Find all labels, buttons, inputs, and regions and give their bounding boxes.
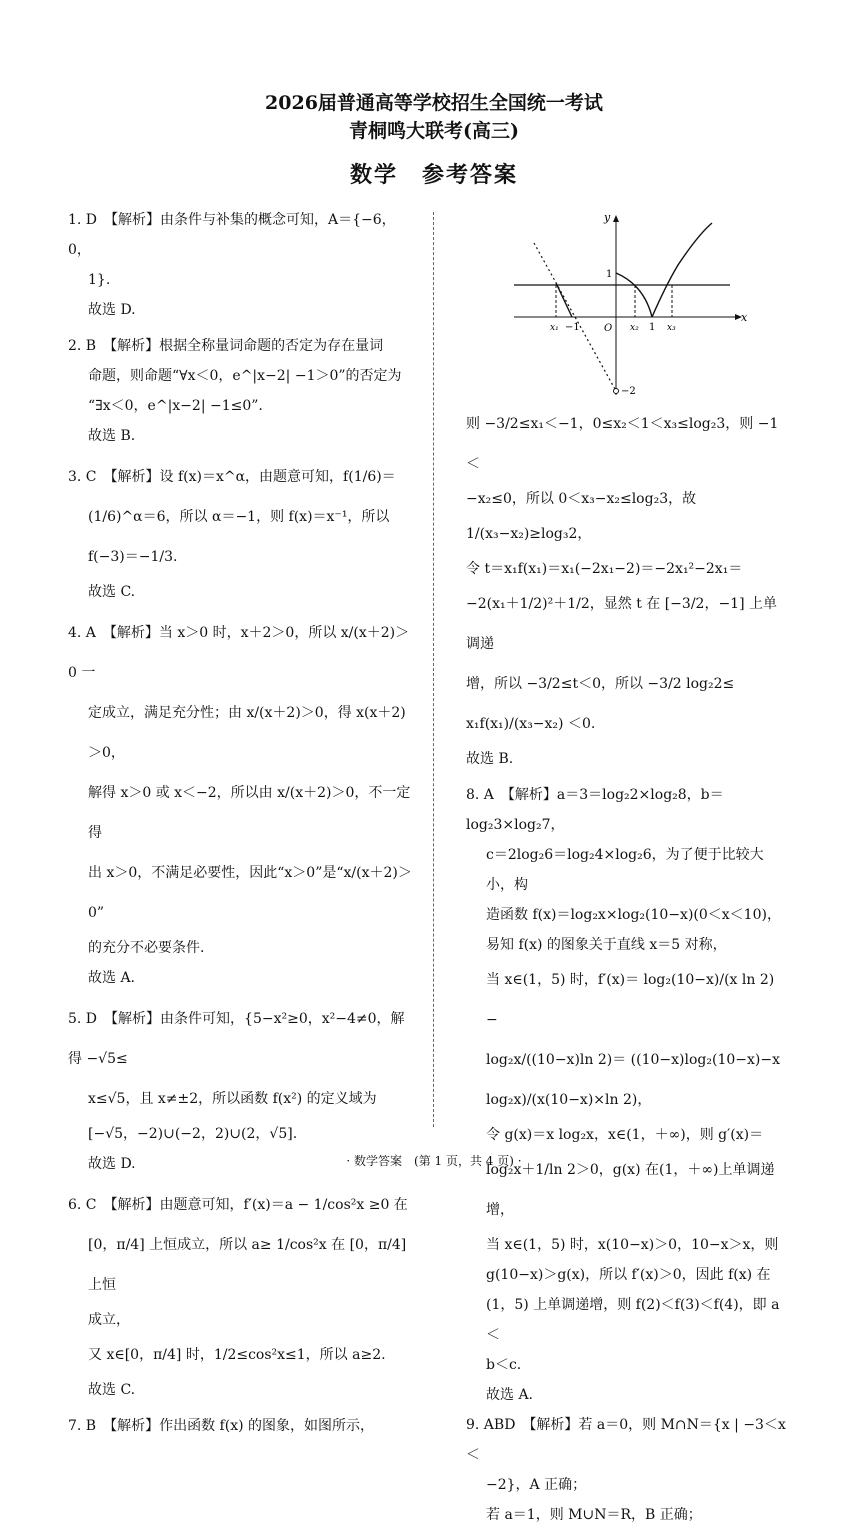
x2-label: x₂ bbox=[630, 323, 639, 333]
solution-line: 定成立，满足充分性；由 x/(x＋2)＞0，得 x(x＋2)＞0， bbox=[88, 705, 406, 761]
x-tick-1: 1 bbox=[649, 322, 656, 333]
solution-line: −2(x₁＋1/2)²＋1/2，显然 t 在 [−3/2，−1] 上单调递 bbox=[466, 596, 777, 652]
solution-line: 成立， bbox=[88, 1312, 130, 1328]
y-axis-label: y bbox=[604, 211, 611, 224]
solution-line: c＝2log₂6＝log₂4×log₂6，为了便于比较大小，构 bbox=[486, 847, 764, 893]
x-axis-label: x bbox=[741, 311, 748, 324]
solution-line: log₂x＋1/ln 2＞0，g(x) 在(1，＋∞)上单调递增， bbox=[486, 1162, 775, 1218]
exam-subtitle: 青桐鸣大联考(高三) bbox=[349, 120, 519, 142]
solution-line: 6. C 【解析】由题意可知，f′(x)＝a − 1/cos²x ≥0 在 bbox=[68, 1197, 408, 1213]
x1-label: x₁ bbox=[550, 323, 559, 333]
hollow-point bbox=[614, 389, 619, 394]
solution-line: [−√5，−2)∪(−2，2)∪(2，√5]. bbox=[88, 1126, 298, 1142]
exam-title: 2026届普通高等学校招生全国统一考试 bbox=[265, 92, 603, 114]
y-axis-arrow bbox=[613, 215, 619, 222]
left-column bbox=[68, 205, 418, 1441]
solution-line: 1}. bbox=[88, 272, 111, 288]
solution-line: [0，π/4] 上恒成立，所以 a≥ 1/cos²x 在 [0，π/4] 上恒 bbox=[88, 1237, 407, 1293]
middle-curve bbox=[616, 273, 652, 317]
solution-line: 故选 B. bbox=[466, 751, 514, 767]
solution-line: “∃x＜0，e^|x−2| −1≤0”. bbox=[88, 398, 263, 414]
solution-line: 增，所以 −3/2≤t＜0，所以 −3/2 log₂2≤ x₁f(x₁)/(x₃−x₂) ＜0. bbox=[466, 676, 735, 732]
solution-line: 故选 A. bbox=[486, 1387, 534, 1403]
solution-line: −2}，A 正确； bbox=[486, 1477, 587, 1493]
solution-line: 令 g(x)＝x log₂x，x∈(1，＋∞)，则 g′(x)＝ bbox=[486, 1127, 764, 1143]
solution-line: 故选 D. bbox=[88, 302, 136, 318]
solution-line: b＜c. bbox=[486, 1357, 522, 1373]
solution-line: −x₂≤0，所以 0＜x₃−x₂≤log₂3，故 bbox=[466, 491, 697, 507]
solution-line: 7. B 【解析】作出函数 f(x) 的图象，如图所示， bbox=[68, 1418, 374, 1434]
solution-line: f(−3)＝−1/3. bbox=[88, 549, 178, 565]
solution-line: 当 x∈(1，5) 时，f′(x)＝ log₂(10−x)/(x ln 2) − bbox=[486, 972, 775, 1028]
solution-line: 故选 A. bbox=[88, 970, 136, 986]
origin-label: O bbox=[604, 323, 613, 334]
solution-line: 2. B 【解析】根据全称量词命题的否定为存在量词 bbox=[68, 338, 384, 354]
solution-line: 又 x∈[0，π/4] 时，1/2≤cos²x≤1，所以 a≥2. bbox=[88, 1347, 386, 1363]
left-branch-solid bbox=[556, 283, 572, 317]
solution-line: 若 a＝1，则 M∪N＝R，B 正确； bbox=[486, 1507, 702, 1523]
solution-line: log₂x/((10−x)ln 2)＝ ((10−x)log₂(10−x)−x log₂x)/(x(10−x)×ln 2)， bbox=[486, 1052, 780, 1108]
solution-line: 1/(x₃−x₂)≥log₃2， bbox=[466, 526, 592, 542]
solution-line: 造函数 f(x)＝log₂x×log₂(10−x)(0＜x＜10)， bbox=[486, 907, 781, 923]
right-curve bbox=[652, 223, 712, 317]
answer-key-title: 数学 参考答案 bbox=[349, 162, 518, 188]
y-tick-neg2: −2 bbox=[621, 386, 636, 397]
column-divider bbox=[433, 212, 434, 1127]
solution-line: 当 x∈(1，5) 时，x(10−x)＞0，10−x＞x，则 bbox=[486, 1237, 779, 1253]
solution-line: 9. ABD 【解析】若 a＝0，则 M∩N＝{x | −3＜x＜ bbox=[466, 1417, 786, 1463]
y-tick-1: 1 bbox=[606, 269, 613, 280]
solution-line: 故选 B. bbox=[88, 428, 136, 444]
solution-line: x≤√5，且 x≠±2，所以函数 f(x²) 的定义域为 bbox=[88, 1091, 377, 1107]
x-tick-neg1: −1 bbox=[565, 322, 580, 333]
solution-line: 命题，则命题“∀x＜0，e^|x−2| −1＞0”的否定为 bbox=[88, 368, 402, 384]
solution-line: 故选 C. bbox=[88, 1382, 136, 1398]
solution-line: 1. D 【解析】由条件与补集的概念可知，A＝{−6，0， bbox=[68, 212, 396, 258]
solution-line: 的充分不必要条件. bbox=[88, 940, 205, 956]
solution-line: 解得 x＞0 或 x＜−2，所以由 x/(x＋2)＞0，不一定得 bbox=[88, 785, 411, 841]
x3-label: x₃ bbox=[667, 323, 676, 333]
solution-line: (1，5) 上单调递增，则 f(2)＜f(3)＜f(4)，即 a＜ bbox=[486, 1297, 780, 1343]
function-graph bbox=[466, 205, 786, 400]
solution-line: 故选 C. bbox=[88, 584, 136, 600]
right-column bbox=[466, 205, 786, 1530]
page-footer: · 数学答案 (第 1 页，共 4 页) · bbox=[346, 1154, 522, 1168]
solution-line: 则 −3/2≤x₁＜−1，0≤x₂＜1＜x₃≤log₂3，则 −1＜ bbox=[466, 416, 779, 472]
solution-line: 令 t＝x₁f(x₁)＝x₁(−2x₁−2)＝−2x₁²−2x₁＝ bbox=[466, 561, 743, 577]
solution-line: 3. C 【解析】设 f(x)＝x^α，由题意可知，f(1/6)＝ bbox=[68, 469, 396, 485]
solution-line: g(10−x)＞g(x)，所以 f′(x)＞0，因此 f(x) 在 bbox=[486, 1267, 771, 1283]
solution-line: 出 x＞0，不满足必要性，因此“x＞0”是“x/(x＋2)＞0” bbox=[88, 865, 412, 921]
solution-line: 故选 D. bbox=[88, 1156, 136, 1172]
solution-line: 4. A 【解析】当 x＞0 时，x＋2＞0，所以 x/(x＋2)＞0 一 bbox=[68, 625, 410, 681]
solution-line: 易知 f(x) 的图象关于直线 x＝5 对称， bbox=[486, 937, 727, 953]
solution-line: 8. A 【解析】a＝3＝log₂2×log₂8，b＝log₂3×log₂7， bbox=[466, 787, 724, 833]
solution-line: (1/6)^α＝6，所以 α＝−1，则 f(x)＝x⁻¹，所以 bbox=[88, 509, 390, 525]
solution-line: 5. D 【解析】由条件可知，{5−x²≥0，x²−4≠0，解得 −√5≤ bbox=[68, 1011, 405, 1067]
